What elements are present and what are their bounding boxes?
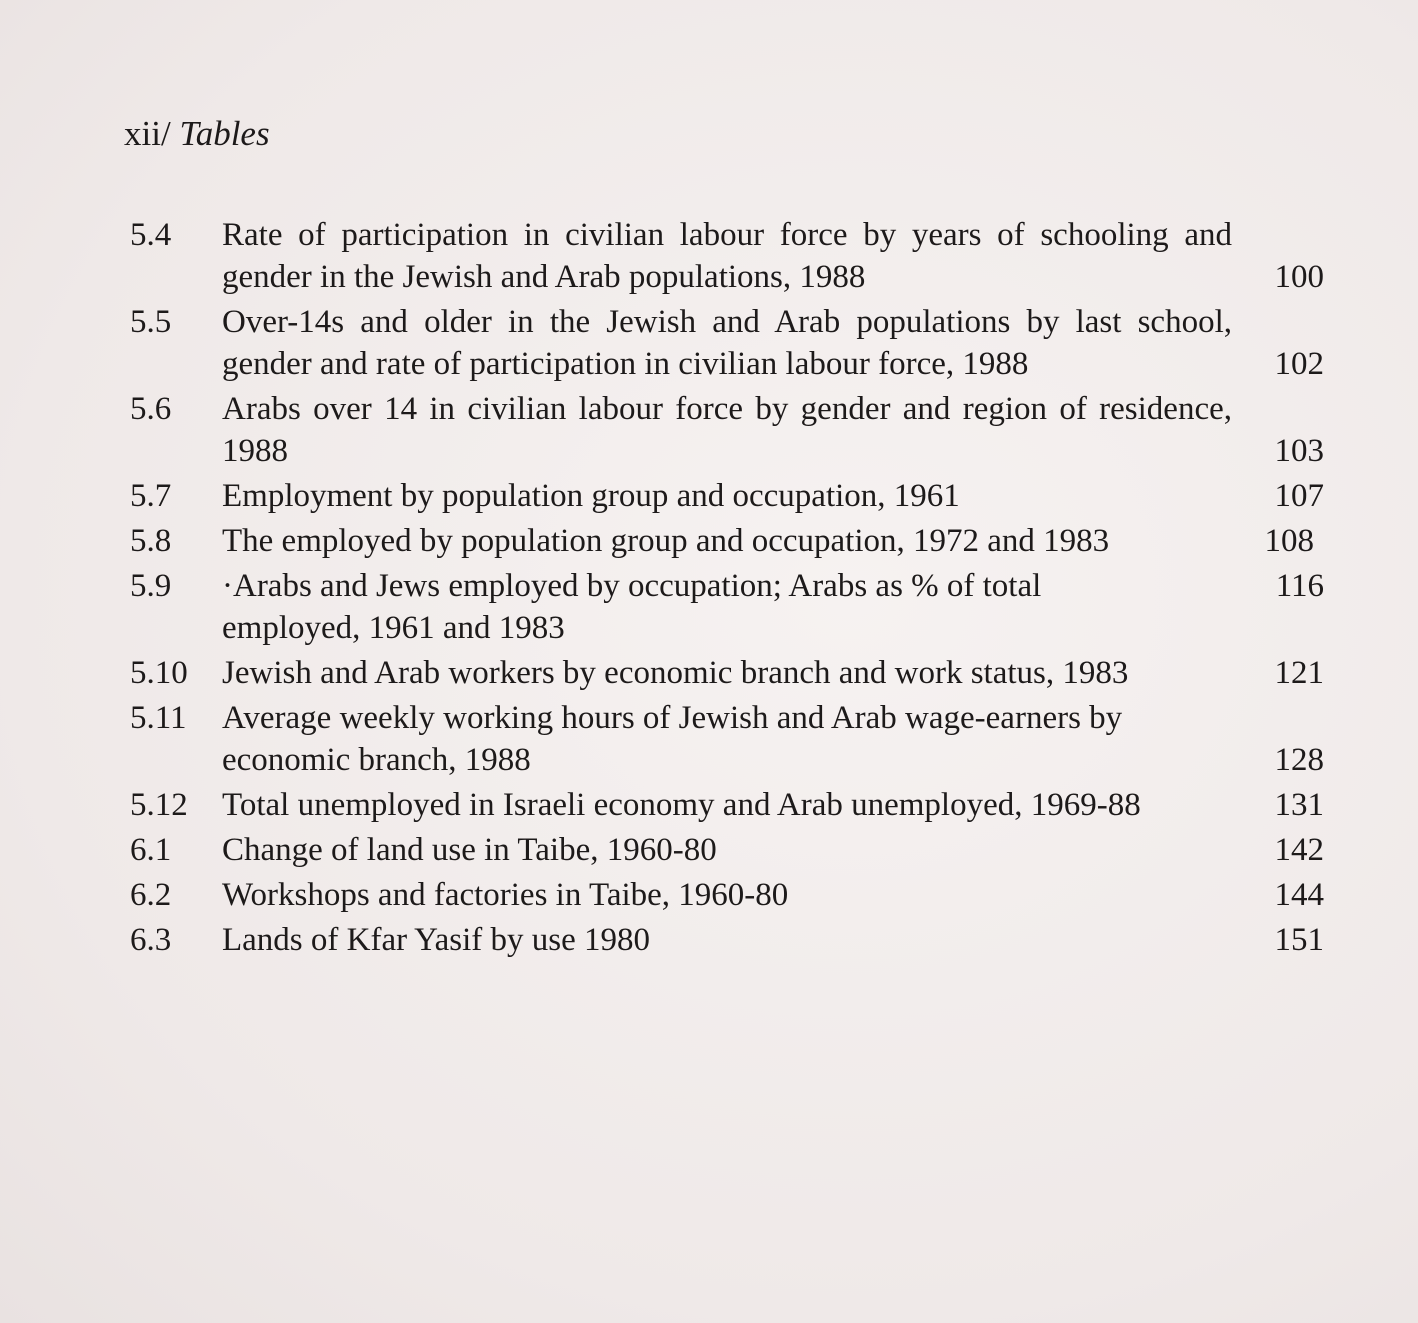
table-title: Employment by population group and occupation, 1961 [222, 478, 960, 514]
table-number: 5.8 [130, 523, 172, 559]
list-item [130, 919, 1330, 961]
page-number: 144 [1274, 877, 1324, 913]
table-title: ·Arabs and Jews employed by occupation; Arabs as % of total employed, 1961 and 1983 [222, 568, 1042, 646]
table-title: Change of land use in Taibe, 1960-80 [222, 832, 717, 868]
page-number: 102 [1274, 346, 1324, 382]
table-number: 5.5 [130, 304, 172, 340]
table-number: 5.6 [130, 391, 172, 427]
list-item [130, 565, 1330, 649]
table-number: 6.1 [130, 832, 172, 868]
table-title: Total unemployed in Israeli economy and Arab unemployed, 1969-88 [222, 787, 1141, 823]
running-head [124, 112, 270, 156]
table-number: 6.2 [130, 877, 172, 913]
table-number: 5.9 [130, 568, 172, 604]
page-number: 121 [1274, 655, 1324, 691]
list-item [130, 301, 1330, 385]
list-item [130, 520, 1330, 562]
table-title: Workshops and factories in Taibe, 1960-80 [222, 877, 789, 913]
section-title: Tables [179, 114, 270, 153]
table-title: Over-14s and older in the Jewish and Arab populations by last school, gender and rate of participation in civilian labour force, 1988 [222, 304, 1232, 382]
list-item [130, 784, 1330, 826]
page-number: 100 [1274, 259, 1324, 295]
table-title: Lands of Kfar Yasif by use 1980 [222, 922, 651, 958]
table-number: 5.12 [130, 787, 188, 823]
table-number: 5.4 [130, 217, 172, 253]
table-number: 5.11 [130, 700, 187, 736]
page-number: 128 [1274, 742, 1324, 778]
list-item [130, 829, 1330, 871]
list-item [130, 388, 1330, 472]
page-number: 151 [1274, 922, 1324, 958]
list-item [130, 475, 1330, 517]
table-title: The employed by population group and occupation, 1972 and 1983 [222, 523, 1110, 559]
page-number: 131 [1274, 787, 1324, 823]
page-number: 107 [1274, 478, 1324, 514]
list-item [130, 697, 1330, 781]
table-title: Rate of participation in civilian labour force by years of schooling and gender in the Jewish and Arab populations, 1988 [222, 217, 1232, 295]
table-title: Jewish and Arab workers by economic branch and work status, 1983 [222, 655, 1129, 691]
list-item [130, 214, 1330, 298]
table-number: 5.10 [130, 655, 188, 691]
table-number: 6.3 [130, 922, 172, 958]
list-item [130, 874, 1330, 916]
table-title: Average weekly working hours of Jewish and Arab wage-earners by economic branch, 1988 [222, 700, 1123, 778]
page-number: 108 [1264, 523, 1314, 559]
page-number: 142 [1274, 832, 1324, 868]
page-number: 103 [1274, 433, 1324, 469]
list-item [130, 652, 1330, 694]
tables-list [130, 214, 1330, 964]
table-title: Arabs over 14 in civilian labour force by gender and region of residence, 1988 [222, 391, 1232, 469]
folio-number: xii/ [124, 114, 171, 153]
table-number: 5.7 [130, 478, 172, 514]
page-number: 116 [1275, 568, 1324, 604]
